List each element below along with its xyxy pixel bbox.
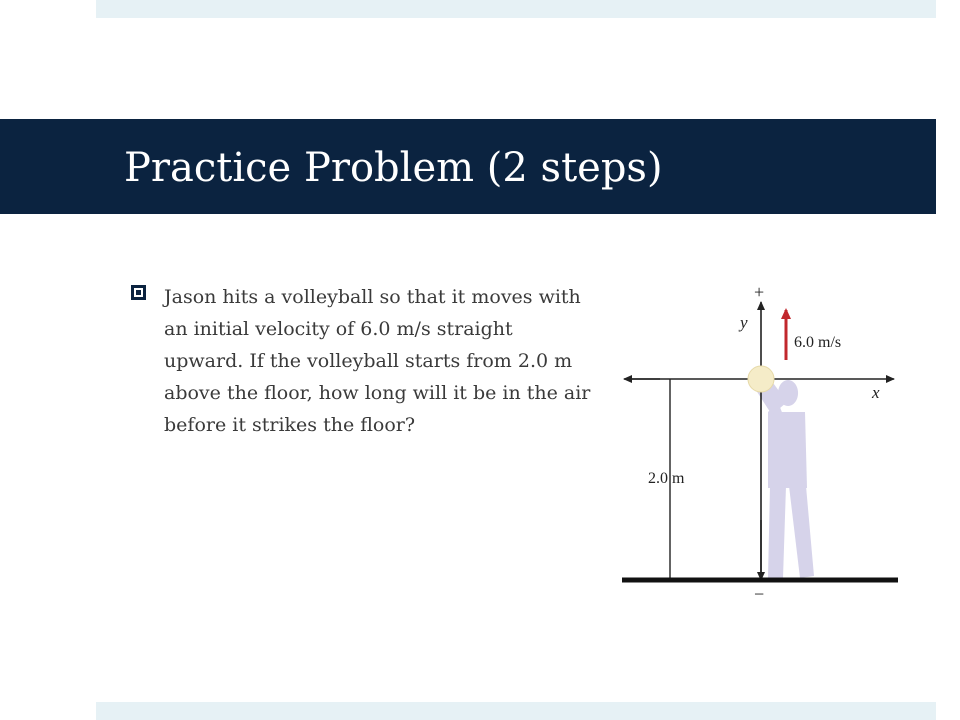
minus-sign-label: − (754, 584, 765, 600)
top-accent-strip (96, 0, 936, 18)
velocity-label: 6.0 m/s (794, 334, 842, 351)
volleyball (748, 366, 774, 392)
y-axis-label: y (740, 313, 748, 332)
x-axis-label: x (872, 383, 880, 402)
height-label: 2.0 m (648, 470, 685, 487)
problem-text: Jason hits a volleyball so that it moves with an initial velocity of 6.0 m/s straight upward. If the volleyball starts from 2.0 m above the floor, how long will it be in the air before it strikes the floor? (164, 286, 591, 436)
bottom-accent-strip (96, 702, 936, 720)
volleyball-diagram (600, 270, 910, 600)
bullet-square-icon (131, 285, 146, 300)
plus-sign-label: + (754, 282, 765, 302)
slide-title: Practice Problem (2 steps) (124, 145, 663, 191)
